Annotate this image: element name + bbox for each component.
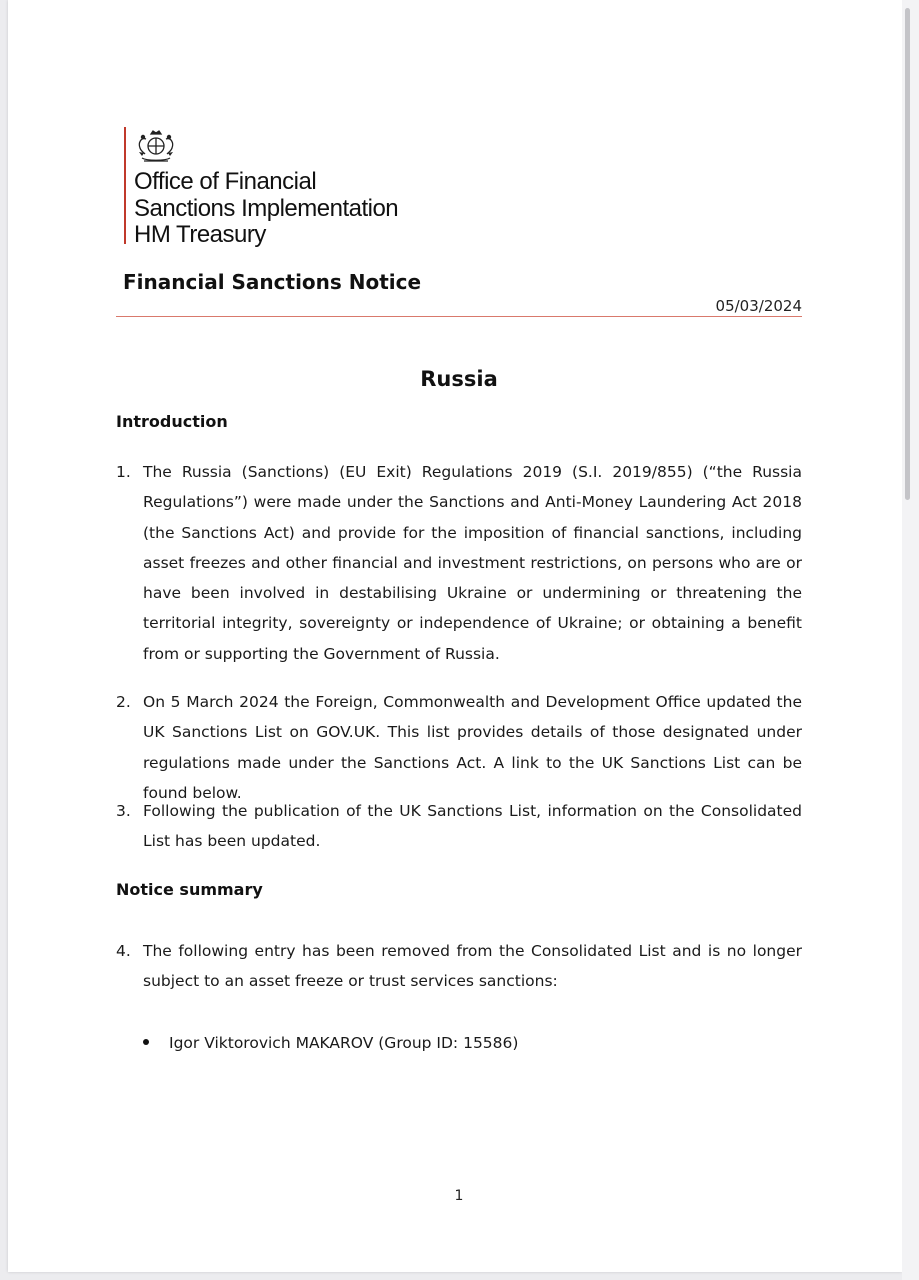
paragraph-text: On 5 March 2024 the Foreign, Commonwealth and Development Office updated the UK Sanctions List on GOV.UK. This list provides details of those designated under regulations made under the Sanctions Act. A link to the UK Sanctions List can be found below. [143,693,802,802]
scrollbar-thumb[interactable] [905,8,910,500]
notice-date: 05/03/2024 [715,297,802,315]
org-name-line-1: Office of Financial [134,168,317,195]
paragraph-text: Following the publication of the UK Sanctions List, information on the Consolidated List has been updated. [143,802,802,851]
introduction-heading: Introduction [116,412,228,431]
paragraph-4 [116,936,802,997]
document-title: Russia [420,367,498,391]
paragraph-text: The following entry has been removed from the Consolidated List and is no longer subject to an asset freeze or trust services sanctions: [143,942,802,991]
royal-crest-icon [134,128,178,164]
list-item [143,1031,518,1055]
org-name-line-3: HM Treasury [134,221,266,248]
header-divider [116,316,802,317]
scrollbar-track[interactable] [902,0,919,1280]
page-number: 1 [454,1188,464,1204]
bullet-icon [143,1039,149,1045]
logo-accent-rule [124,127,126,244]
org-name-line-2: Sanctions Implementation [134,194,399,222]
removed-entry-text: Igor Viktorovich MAKAROV (Group ID: 15586) [169,1034,519,1052]
paragraph-number: 4. [116,942,131,960]
paragraph-text: The Russia (Sanctions) (EU Exit) Regulations 2019 (S.I. 2019/855) (“the Russia Regulations”) were made under the Sanctions and Anti-Money Laundering Act 2018 (the Sanctions Act) and provide for the imposition of financial sanctions, including asset freezes and other financial and investment restrictions, on persons who are or have been involved in destabilising Ukraine or undermining or threatening the territorial integrity, sovereignty or independence of Ukraine; or obtaining a benefit from or supporting the Government of Russia. [143,463,802,663]
paragraph-number: 3. [116,802,131,820]
notice-summary-heading: Notice summary [116,880,263,899]
paragraph-3 [116,796,802,857]
paragraph-2 [116,687,802,808]
organisation-name [134,169,398,249]
notice-title: Financial Sanctions Notice [123,270,422,294]
paragraph-number: 2. [116,693,131,711]
paragraph-1 [116,457,802,669]
paragraph-number: 1. [116,463,131,481]
